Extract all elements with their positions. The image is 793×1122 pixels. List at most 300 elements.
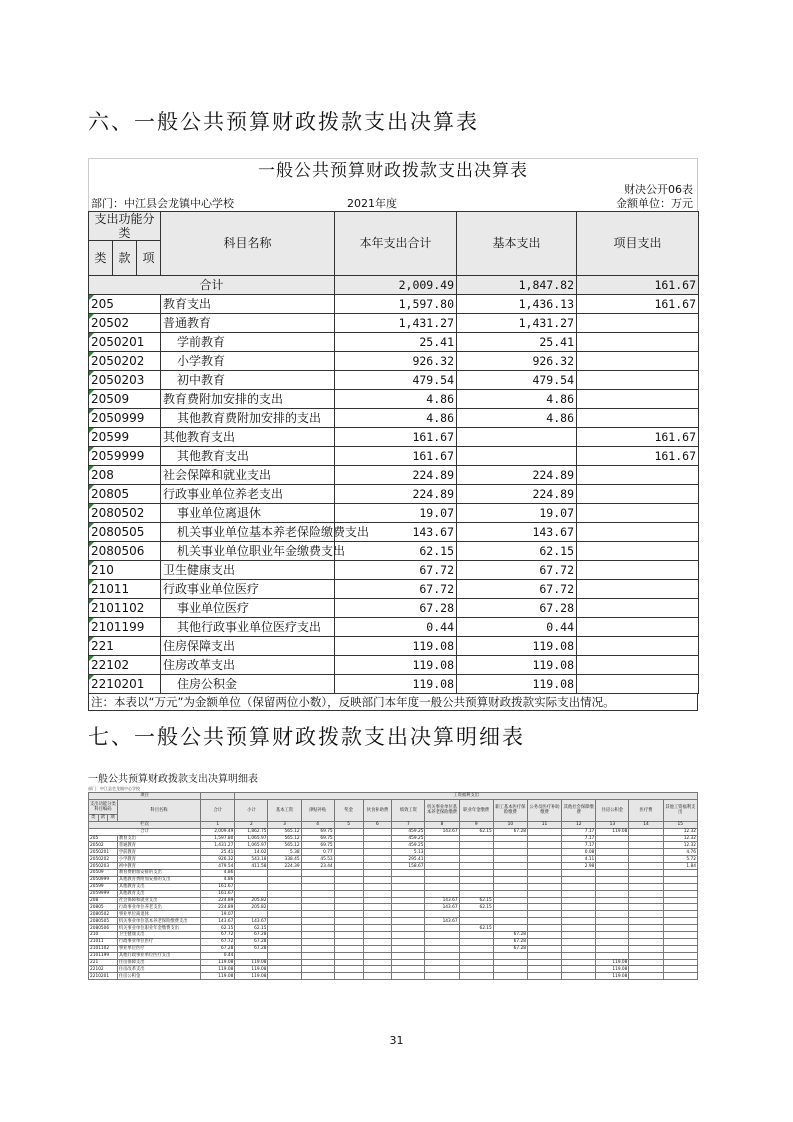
detail-row-cell xyxy=(334,938,363,945)
detail-row-subject: 社会保障和就业支出 xyxy=(117,897,200,904)
detail-table-row xyxy=(89,911,698,918)
detail-row-cell xyxy=(562,959,596,966)
table-note: 注：本表以“万元”为金额单位（保留两位小数），反映部门本年度一般公共预算财政拨款实际支出情况。 xyxy=(88,694,698,711)
detail-row-cell xyxy=(527,897,561,904)
total-basic: 1,847.82 xyxy=(457,276,577,295)
detail-row-cell xyxy=(363,890,392,897)
detail-row-cell xyxy=(334,876,363,883)
row-total: 161.67 xyxy=(335,447,457,466)
row-subject: 住房保障支出 xyxy=(161,637,335,656)
detail-row-cell xyxy=(629,932,663,939)
detail-table-row xyxy=(89,856,698,863)
detail-row-cell: 62.15 xyxy=(459,897,493,904)
row-code: 2050203 xyxy=(89,371,161,390)
detail-row-cell: 2.98 xyxy=(562,863,596,870)
detail-row-cell xyxy=(596,835,629,842)
detail-row-code: 2050201 xyxy=(89,849,118,856)
row-subject: 普通教育 xyxy=(161,314,335,333)
detail-row-cell xyxy=(459,959,493,966)
detail-row-cell: 161.67 xyxy=(201,883,235,890)
detail-total-cell: 67.28 xyxy=(493,828,527,835)
row-subject: 其他行政事业单位医疗支出 xyxy=(161,618,335,637)
detail-row-cell xyxy=(562,973,596,980)
detail-row-subject: 普通教育 xyxy=(117,842,200,849)
detail-table-row xyxy=(89,835,698,842)
detail-row-cell xyxy=(493,897,527,904)
row-subject: 小学教育 xyxy=(161,352,335,371)
detail-row-cell xyxy=(459,856,493,863)
detail-row-cell: 12.32 xyxy=(663,835,697,842)
detail-row-cell xyxy=(459,938,493,945)
detail-row-cell xyxy=(363,973,392,980)
xiang-header: 项 xyxy=(137,241,161,276)
detail-row-cell xyxy=(459,890,493,897)
detail-row-cell xyxy=(334,883,363,890)
detail-row-cell xyxy=(459,932,493,939)
detail-table-row xyxy=(89,876,698,883)
detail-row-code: 208 xyxy=(89,897,118,904)
detail-row-cell xyxy=(562,870,596,877)
detail-kuan-header: 款 xyxy=(98,814,108,821)
detail-row-cell xyxy=(562,918,596,925)
detail-row-cell xyxy=(392,938,425,945)
table-row xyxy=(89,485,699,504)
detail-row-cell xyxy=(425,959,459,966)
detail-total-cell: 1,862.75 xyxy=(235,828,268,835)
detail-row-cell xyxy=(663,925,697,932)
detail-row-cell xyxy=(268,890,301,897)
detail-row-cell xyxy=(629,863,663,870)
detail-total-cell: 119.08 xyxy=(596,828,629,835)
detail-row-cell: 4.86 xyxy=(201,870,235,877)
detail-row-code: 210 xyxy=(89,932,118,939)
row-subject: 教育支出 xyxy=(161,295,335,314)
detail-row-cell xyxy=(363,835,392,842)
detail-row-cell xyxy=(334,966,363,973)
detail-row-code: 22102 xyxy=(89,966,118,973)
detail-row-cell xyxy=(596,849,629,856)
row-code: 2050999 xyxy=(89,409,161,428)
detail-total-cell: 12.32 xyxy=(663,828,697,835)
detail-line-num: 1 xyxy=(201,821,235,828)
row-subject: 教育费附加安排的支出 xyxy=(161,390,335,409)
row-project xyxy=(577,371,699,390)
detail-row-cell xyxy=(596,945,629,952)
detail-table-row xyxy=(89,959,698,966)
row-basic: 119.08 xyxy=(457,675,577,694)
detail-row-cell xyxy=(663,918,697,925)
detail-row-cell: 67.28 xyxy=(493,945,527,952)
row-total: 67.28 xyxy=(335,599,457,618)
detail-row-cell: 143.67 xyxy=(425,904,459,911)
detail-row-code: 2080505 xyxy=(89,918,118,925)
row-code: 2050202 xyxy=(89,352,161,371)
detail-total-row xyxy=(89,828,698,835)
detail-row-cell xyxy=(596,870,629,877)
detail-row-cell xyxy=(268,973,301,980)
detail-row-cell: 205.82 xyxy=(235,897,268,904)
row-total: 479.54 xyxy=(335,371,457,390)
row-code: 20805 xyxy=(89,485,161,504)
detail-row-subject: 卫生健康支出 xyxy=(117,932,200,939)
row-project xyxy=(577,561,699,580)
detail-row-cell xyxy=(663,911,697,918)
detail-row-cell xyxy=(334,842,363,849)
table-row xyxy=(89,428,699,447)
detail-row-cell xyxy=(663,876,697,883)
detail-col-header: 住房公积金 xyxy=(596,799,629,821)
detail-row-cell xyxy=(562,883,596,890)
detail-row-cell: 23.44 xyxy=(301,863,334,870)
detail-table-row xyxy=(89,904,698,911)
detail-row-cell: 119.08 xyxy=(201,973,235,980)
detail-row-cell xyxy=(301,890,334,897)
detail-col-header: 公务员医疗补助缴费 xyxy=(527,799,561,821)
detail-row-cell: 45.53 xyxy=(301,856,334,863)
detail-row-cell xyxy=(268,883,301,890)
row-project: 161.67 xyxy=(577,295,699,314)
row-total: 1,597.80 xyxy=(335,295,457,314)
detail-line-num: 4 xyxy=(301,821,334,828)
detail-row-cell: 67.28 xyxy=(235,945,268,952)
total-header: 本年支出合计 xyxy=(335,212,457,276)
row-basic: 143.67 xyxy=(457,523,577,542)
detail-row-cell: 565.12 xyxy=(268,835,301,842)
detail-table-row xyxy=(89,925,698,932)
detail-row-cell xyxy=(301,883,334,890)
detail-row-cell xyxy=(235,890,268,897)
detail-row-cell: 19.07 xyxy=(201,911,235,918)
detail-row-cell xyxy=(235,952,268,959)
detail-row-cell: 69.75 xyxy=(301,835,334,842)
project-header: 项目支出 xyxy=(577,212,699,276)
detail-row-cell xyxy=(301,952,334,959)
detail-row-cell xyxy=(493,876,527,883)
detail-row-cell xyxy=(493,842,527,849)
detail-row-cell xyxy=(268,870,301,877)
detail-row-cell xyxy=(629,959,663,966)
detail-row-cell xyxy=(459,973,493,980)
row-basic: 119.08 xyxy=(457,637,577,656)
detail-row-cell xyxy=(392,952,425,959)
detail-row-cell xyxy=(562,876,596,883)
detail-xiang-header: 项 xyxy=(108,814,118,821)
page-number: 31 xyxy=(389,1034,404,1047)
detail-row-cell xyxy=(562,938,596,945)
detail-table-row xyxy=(89,973,698,980)
detail-row-cell xyxy=(363,870,392,877)
detail-row-cell: 543.18 xyxy=(235,856,268,863)
detail-line-label: 栏次 xyxy=(89,821,201,828)
detail-row-code: 2101102 xyxy=(89,945,118,952)
detail-row-cell xyxy=(663,959,697,966)
detail-total-cell: 7.17 xyxy=(562,828,596,835)
detail-row-cell xyxy=(363,938,392,945)
detail-row-cell xyxy=(425,932,459,939)
row-total: 119.08 xyxy=(335,675,457,694)
detail-row-cell xyxy=(629,856,663,863)
total-row xyxy=(89,276,699,295)
detail-row-cell xyxy=(663,870,697,877)
detail-row-cell xyxy=(363,883,392,890)
budget-expenditure-table-block xyxy=(88,158,698,711)
detail-header-row xyxy=(89,799,698,814)
detail-row-cell xyxy=(425,835,459,842)
detail-row-cell xyxy=(629,945,663,952)
detail-row-cell xyxy=(425,890,459,897)
row-total: 4.86 xyxy=(335,409,457,428)
detail-row-cell xyxy=(562,911,596,918)
detail-row-subject: 小学教育 xyxy=(117,856,200,863)
detail-line-num: 6 xyxy=(363,821,392,828)
row-total: 67.72 xyxy=(335,580,457,599)
detail-table-row xyxy=(89,966,698,973)
table-row xyxy=(89,504,699,523)
detail-row-cell: 0.44 xyxy=(201,952,235,959)
detail-row-subject: 事业单位医疗 xyxy=(117,945,200,952)
department-label: 部门：中江县会龙镇中心学校 xyxy=(91,197,234,210)
detail-line-num: 8 xyxy=(425,821,459,828)
table-row xyxy=(89,675,699,694)
detail-row-code: 20509 xyxy=(89,870,118,877)
detail-project-header: 项目 xyxy=(89,793,201,800)
detail-row-cell xyxy=(459,945,493,952)
detail-row-subject: 其他教育支出 xyxy=(117,883,200,890)
detail-row-cell xyxy=(493,973,527,980)
detail-row-cell xyxy=(334,897,363,904)
detail-row-cell xyxy=(301,904,334,911)
row-basic: 119.08 xyxy=(457,656,577,675)
detail-row-subject: 其他行政事业单位医疗支出 xyxy=(117,952,200,959)
row-total: 67.72 xyxy=(335,561,457,580)
detail-row-cell xyxy=(301,911,334,918)
budget-expenditure-table xyxy=(88,211,699,694)
detail-row-cell xyxy=(301,876,334,883)
detail-row-cell: 62.15 xyxy=(235,925,268,932)
detail-row-cell: 5.13 xyxy=(392,849,425,856)
detail-row-subject: 行政事业单位医疗 xyxy=(117,938,200,945)
detail-row-cell: 5.38 xyxy=(268,849,301,856)
row-basic: 67.72 xyxy=(457,580,577,599)
detail-row-cell xyxy=(527,849,561,856)
detail-row-cell: 143.67 xyxy=(425,897,459,904)
row-project xyxy=(577,523,699,542)
detail-row-cell xyxy=(459,842,493,849)
detail-row-cell xyxy=(363,918,392,925)
detail-row-cell xyxy=(596,925,629,932)
detail-row-cell xyxy=(562,890,596,897)
row-project xyxy=(577,504,699,523)
row-code: 2059999 xyxy=(89,447,161,466)
table-row xyxy=(89,542,699,561)
detail-row-cell xyxy=(663,883,697,890)
detail-row-cell xyxy=(493,911,527,918)
detail-table-row xyxy=(89,870,698,877)
detail-row-cell: 25.41 xyxy=(201,849,235,856)
detail-row-cell xyxy=(527,973,561,980)
row-code: 2210201 xyxy=(89,675,161,694)
row-code: 22102 xyxy=(89,656,161,675)
detail-row-subject: 机关事业单位基本养老保险缴费支出 xyxy=(117,918,200,925)
detail-row-cell: 1,597.80 xyxy=(201,835,235,842)
table-row xyxy=(89,561,699,580)
detail-row-cell xyxy=(527,945,561,952)
row-basic: 67.28 xyxy=(457,599,577,618)
detail-row-cell xyxy=(663,932,697,939)
row-subject: 行政事业单位医疗 xyxy=(161,580,335,599)
row-subject: 事业单位离退休 xyxy=(161,504,335,523)
detail-row-cell xyxy=(268,925,301,932)
detail-row-subject: 教育支出 xyxy=(117,835,200,842)
detail-row-cell xyxy=(527,952,561,959)
detail-row-cell xyxy=(334,925,363,932)
detail-row-cell xyxy=(596,952,629,959)
detail-row-cell xyxy=(527,883,561,890)
detail-row-cell: 69.75 xyxy=(301,842,334,849)
detail-row-cell xyxy=(629,925,663,932)
detail-row-cell xyxy=(363,959,392,966)
detail-row-cell xyxy=(392,876,425,883)
detail-row-cell xyxy=(596,883,629,890)
detail-row-cell xyxy=(493,883,527,890)
detail-total-cell: 2,009.49 xyxy=(201,828,235,835)
detail-row-cell xyxy=(527,856,561,863)
detail-row-code: 20502 xyxy=(89,842,118,849)
detail-row-cell xyxy=(459,952,493,959)
row-total: 224.89 xyxy=(335,466,457,485)
detail-total-cell xyxy=(363,828,392,835)
detail-row-cell xyxy=(459,870,493,877)
detail-row-cell xyxy=(493,952,527,959)
detail-row-cell: 1,065.97 xyxy=(235,835,268,842)
detail-col-header: 奖金 xyxy=(334,799,363,821)
detail-total-cell xyxy=(629,828,663,835)
detail-row-cell xyxy=(363,856,392,863)
row-code: 2050201 xyxy=(89,333,161,352)
detail-total-header: 合计 xyxy=(201,799,235,821)
row-project xyxy=(577,314,699,333)
detail-row-cell xyxy=(425,966,459,973)
detail-row-cell xyxy=(493,835,527,842)
detail-blank-header xyxy=(201,793,235,800)
unit-label: 金额单位：万元 xyxy=(616,197,693,210)
detail-row-cell xyxy=(527,911,561,918)
detail-row-cell xyxy=(268,904,301,911)
detail-row-code: 2050999 xyxy=(89,876,118,883)
detail-row-code: 2050203 xyxy=(89,863,118,870)
detail-row-cell xyxy=(268,952,301,959)
detail-row-cell xyxy=(527,918,561,925)
row-basic: 479.54 xyxy=(457,371,577,390)
row-code: 20502 xyxy=(89,314,161,333)
detail-row-cell xyxy=(527,863,561,870)
detail-row-cell xyxy=(459,883,493,890)
detail-row-cell xyxy=(596,863,629,870)
detail-line-num: 13 xyxy=(596,821,629,828)
detail-row-cell xyxy=(235,876,268,883)
detail-row-cell xyxy=(301,959,334,966)
detail-row-cell xyxy=(663,890,697,897)
detail-col-header: 绩效工资 xyxy=(392,799,425,821)
detail-row-cell xyxy=(629,966,663,973)
detail-row-cell: 161.67 xyxy=(201,890,235,897)
row-total: 62.15 xyxy=(335,542,457,561)
detail-row-cell xyxy=(527,890,561,897)
detail-row-cell xyxy=(596,918,629,925)
table-row xyxy=(89,523,699,542)
detail-row-cell xyxy=(334,952,363,959)
detail-row-cell xyxy=(363,876,392,883)
detail-row-cell xyxy=(425,870,459,877)
detail-row-cell xyxy=(363,932,392,939)
detail-row-cell xyxy=(629,897,663,904)
detail-row-cell: 1,431.27 xyxy=(201,842,235,849)
detail-table-row xyxy=(89,842,698,849)
detail-row-cell xyxy=(596,876,629,883)
detail-table-row xyxy=(89,918,698,925)
detail-row-code: 2080502 xyxy=(89,911,118,918)
detail-row-cell: 295.41 xyxy=(392,856,425,863)
detail-row-cell xyxy=(562,925,596,932)
detail-line-num: 5 xyxy=(334,821,363,828)
detail-row-cell: 411.58 xyxy=(235,863,268,870)
row-basic: 25.41 xyxy=(457,333,577,352)
detail-row-cell xyxy=(663,945,697,952)
detail-col-header: 职业年金缴费 xyxy=(459,799,493,821)
detail-row-cell xyxy=(629,918,663,925)
row-code: 210 xyxy=(89,561,161,580)
table-row xyxy=(89,333,699,352)
detail-row-cell xyxy=(301,897,334,904)
detail-row-cell: 1.84 xyxy=(663,863,697,870)
row-code: 21011 xyxy=(89,580,161,599)
detail-row-cell xyxy=(334,918,363,925)
detail-row-cell xyxy=(363,863,392,870)
detail-line-num: 14 xyxy=(629,821,663,828)
detail-row-cell xyxy=(663,952,697,959)
detail-col-header: 职工基本医疗保险缴费 xyxy=(493,799,527,821)
detail-row-cell xyxy=(459,876,493,883)
detail-row-cell xyxy=(493,863,527,870)
detail-line-num: 12 xyxy=(562,821,596,828)
row-total: 4.86 xyxy=(335,390,457,409)
detail-row-cell xyxy=(493,925,527,932)
detail-row-cell xyxy=(301,870,334,877)
detail-total-cell: 69.75 xyxy=(301,828,334,835)
detail-row-cell xyxy=(301,932,334,939)
detail-row-cell xyxy=(596,911,629,918)
table-row xyxy=(89,314,699,333)
detail-row-cell xyxy=(425,952,459,959)
section-heading-6: 六、一般公共预算财政拨款支出决算表 xyxy=(88,110,479,134)
detail-row-cell xyxy=(301,966,334,973)
detail-line-num: 10 xyxy=(493,821,527,828)
row-subject: 机关事业单位基本养老保险缴费支出 xyxy=(161,523,335,542)
row-basic: 1,431.27 xyxy=(457,314,577,333)
dept-unit-row xyxy=(88,197,698,211)
detail-row-cell xyxy=(663,938,697,945)
row-project: 161.67 xyxy=(577,447,699,466)
detail-row-cell xyxy=(363,849,392,856)
detail-row-cell xyxy=(301,918,334,925)
row-code: 2080502 xyxy=(89,504,161,523)
detail-header-row xyxy=(89,793,698,800)
detail-row-cell xyxy=(493,890,527,897)
detail-row-cell xyxy=(363,897,392,904)
detail-row-cell: 143.67 xyxy=(201,918,235,925)
detail-line-num: 3 xyxy=(268,821,301,828)
detail-row-code: 2210201 xyxy=(89,973,118,980)
